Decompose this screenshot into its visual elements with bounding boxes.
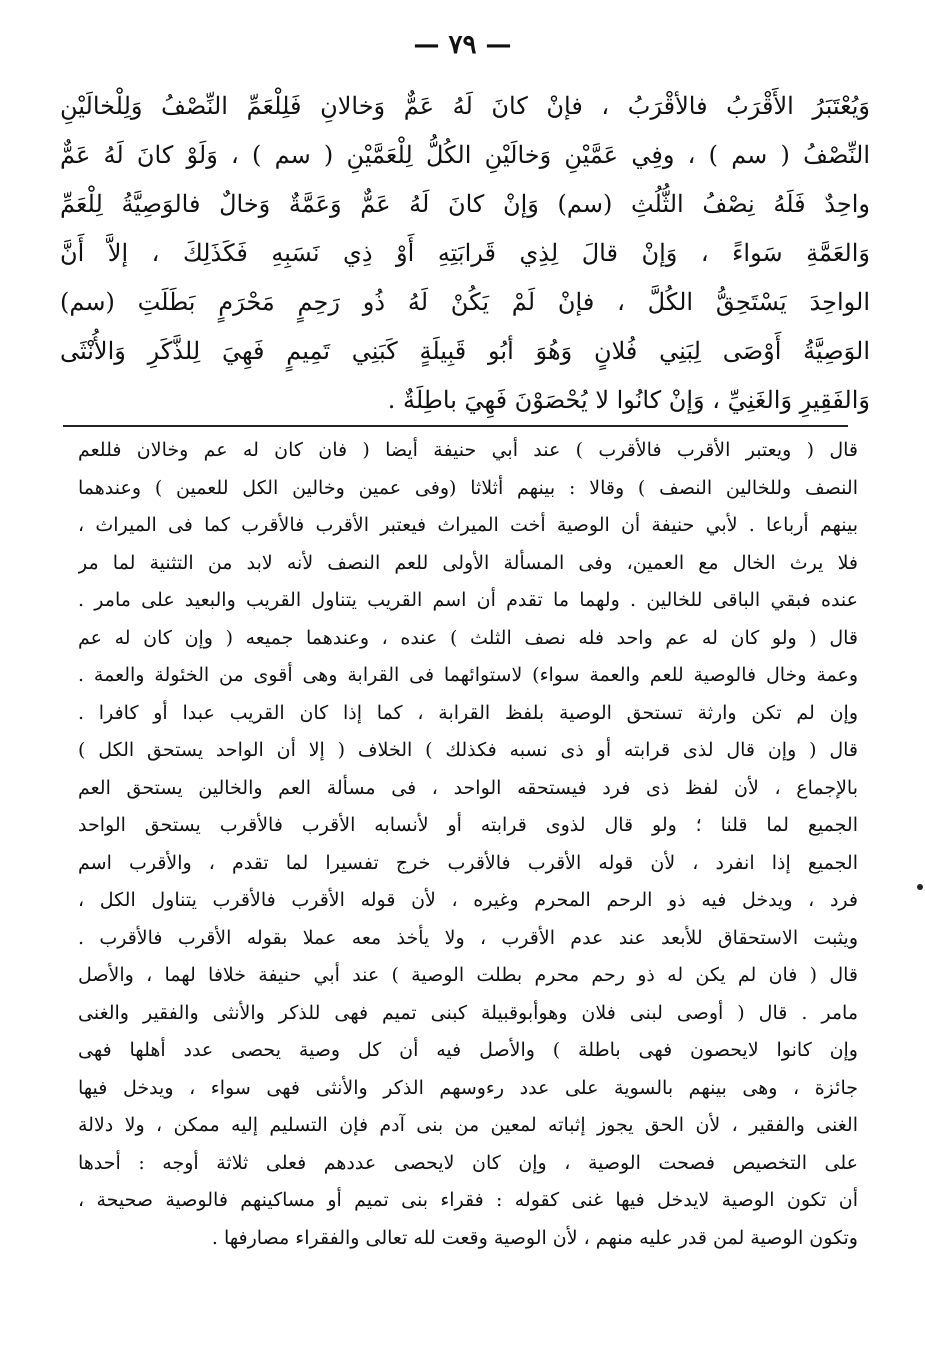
main-text-line: النِّصْفُ ( سم ) ، وفِي عَمَّيْنِ وَخالَيْنِ الكُلُّ لِلْعَمَّيْنِ ( سم ) ، وَلَوْ كانَ لَهُ عَمٌّ: [60, 141, 870, 169]
main-text-line: الواحِدَ يَسْتَحِقُّ الكُلَّ ، فإنْ لَمْ يَكُنْ لَهُ ذُو رَحِمٍ مَحْرَمٍ بَطَلَتِ (سم): [60, 288, 870, 316]
commentary-line: بالإجماع ، لأن لفظ ذى فرد فيستحقه الواحد ، فى مسألة العم والخالين يستحق العم: [78, 776, 858, 799]
commentary-line: وإن لم تكن وارثة تستحق الوصية بلفظ القرابة ، كما إذا كان القريب عبدا أو كافرا .: [78, 701, 858, 724]
commentary-line: الجميع لما قلنا ؛ ولو قال لذوى قرابته أو لأنسابه الأقرب فالأقرب يستحق الواحد: [78, 814, 858, 836]
commentary-line: مامر . قال ( أوصى لبنى فلان وهوأبوقبيلة كبنى تميم فهى للذكر والأنثى والفقير والغنى: [78, 1001, 858, 1024]
commentary-line: النصف وللخالين النصف ) وقالا : بينهم أثلاثا (وفى عمين وخالين الكل للعمين ) وعندهما: [78, 476, 858, 499]
commentary-line: أن تكون الوصية لايدخل فيها غنى كقوله : فقراء بنى تميم أو مساكينهم فالوصية صحيحة ،: [78, 1189, 858, 1211]
commentary-line: الجميع إذا انفرد ، لأن قوله الأقرب فالأقرب خرج تفسيرا لما تقدم ، والأقرب اسم: [78, 851, 858, 874]
commentary-line: قال ( ويعتبر الأقرب فالأقرب ) عند أبي حنيفة أيضا ( فان كان له عم وخالان فللعم: [78, 439, 858, 461]
commentary-line: فلا يرث الخال مع العمين، وفى المسألة الأولى للعم النصف لأنه لابد من التثنية لما مر: [78, 551, 858, 574]
commentary-line: قال ( ولو كان له عم واحد فله نصف الثلث ) عنده ، وعندهما جميعه ( وإن كان له عم: [78, 626, 858, 649]
main-text-line: الوَصِيَّةُ أَوْصَى لِبَنِي فُلانٍ وَهُوَ أبُو قَبِيلَةٍ كَبَنِي تَمِيمٍ فَهِيَ لِلذَّكَرِ وَالأُنْثَى: [60, 337, 870, 365]
page-number: — ٧٩ —: [413, 30, 512, 60]
commentary-line: وعمة وخال فالوصية للعم والعمة سواء) لاستوائهما فى القرابة وهى أقوى من الخئولة والعمة .: [78, 664, 858, 686]
section-divider: [63, 425, 848, 427]
commentary-line: جائزة ، وهى بينهم بالسوية على عدد رءوسهم الذكر والأنثى فهى سواء ، ويدخل فيها: [78, 1076, 858, 1099]
commentary-line: وإن كانوا لايحصون فهى باطلة ) والأصل فيه أن كل وصية يحصى عدد أهلها فهى: [78, 1039, 858, 1061]
main-text-line: وَيُعْتَبَرُ الأَقْرَبُ فالأقْرَبُ ، فإنْ كانَ لَهُ عَمٌّ وَخالانِ فَلِلْعَمِّ النِّصْفُ وَلِلْخالَيْنِ: [60, 92, 870, 120]
commentary-line: عنده فبقي الباقى للخالين . ولهما ما تقدم أن اسم القريب يتناول القريب والبعيد على مامر .: [78, 589, 858, 611]
commentary-line: فرد ، ويدخل فيه ذو الرحم المحرم وغيره ، لأن قوله الأقرب فالأقرب يتناول الكل ،: [78, 889, 858, 911]
main-text-line: وَالفَقِيرِ وَالغَنِيِّ ، وَإنْ كانُوا لا يُحْصَوْنَ فَهِيَ باطِلَةٌ .: [387, 386, 870, 414]
commentary-line: بينهم أرباعا . لأبي حنيفة أن الوصية أخت الميراث فيعتبر الأقرب فالأقرب كما فى الميراث ،: [78, 514, 858, 536]
margin-dot-mark: [917, 884, 923, 890]
main-text-line: وَالعَمَّةِ سَواءً ، وَإنْ قالَ لِذِي قَرابَتِهِ أَوْ ذِي نَسَبِهِ فَكَذَلِكَ ، إلاَّ أَنَّ: [60, 239, 870, 267]
commentary-line: قال ( فان لم يكن له ذو رحم محرم بطلت الوصية ) عند أبي حنيفة خلافا لهما ، والأصل: [78, 964, 858, 986]
commentary-line: ويثبت الاستحقاق للأبعد عند عدم الأقرب ، ولا يأخذ معه عملا بقوله الأقرب فالأقرب .: [78, 926, 858, 949]
main-text: [60, 82, 870, 425]
commentary-line: وتكون الوصية لمن قدر عليه منهم ، لأن الوصية وقعت لله تعالى والفقراء مصارفها .: [211, 1226, 858, 1249]
commentary-line: الغنى والفقير ، لأن الحق يجوز إثباته لمعين من بنى آدم فإن التسليم إليه ممكن ، ولا دلالة: [78, 1114, 858, 1136]
main-text-line: واحِدٌ فَلَهُ نِصْفُ الثُّلُثِ (سم) وَإنْ كانَ لَهُ عَمٌّ وَعَمَّةٌ وَخالٌ فالوَصِيَّةُ لِلْعَمِّ: [60, 190, 870, 218]
commentary-line: على التخصيص فصحت الوصية ، وإن كان لايحصى عددهم فعلى ثلاثة أوجه : أحدها: [78, 1151, 858, 1174]
commentary-line: قال ( وإن قال لذى قرابته أو ذى نسبه فكذلك ) الخلاف ( إلا أن الواحد يستحق الكل ): [78, 739, 858, 761]
commentary-text: [78, 432, 858, 1257]
